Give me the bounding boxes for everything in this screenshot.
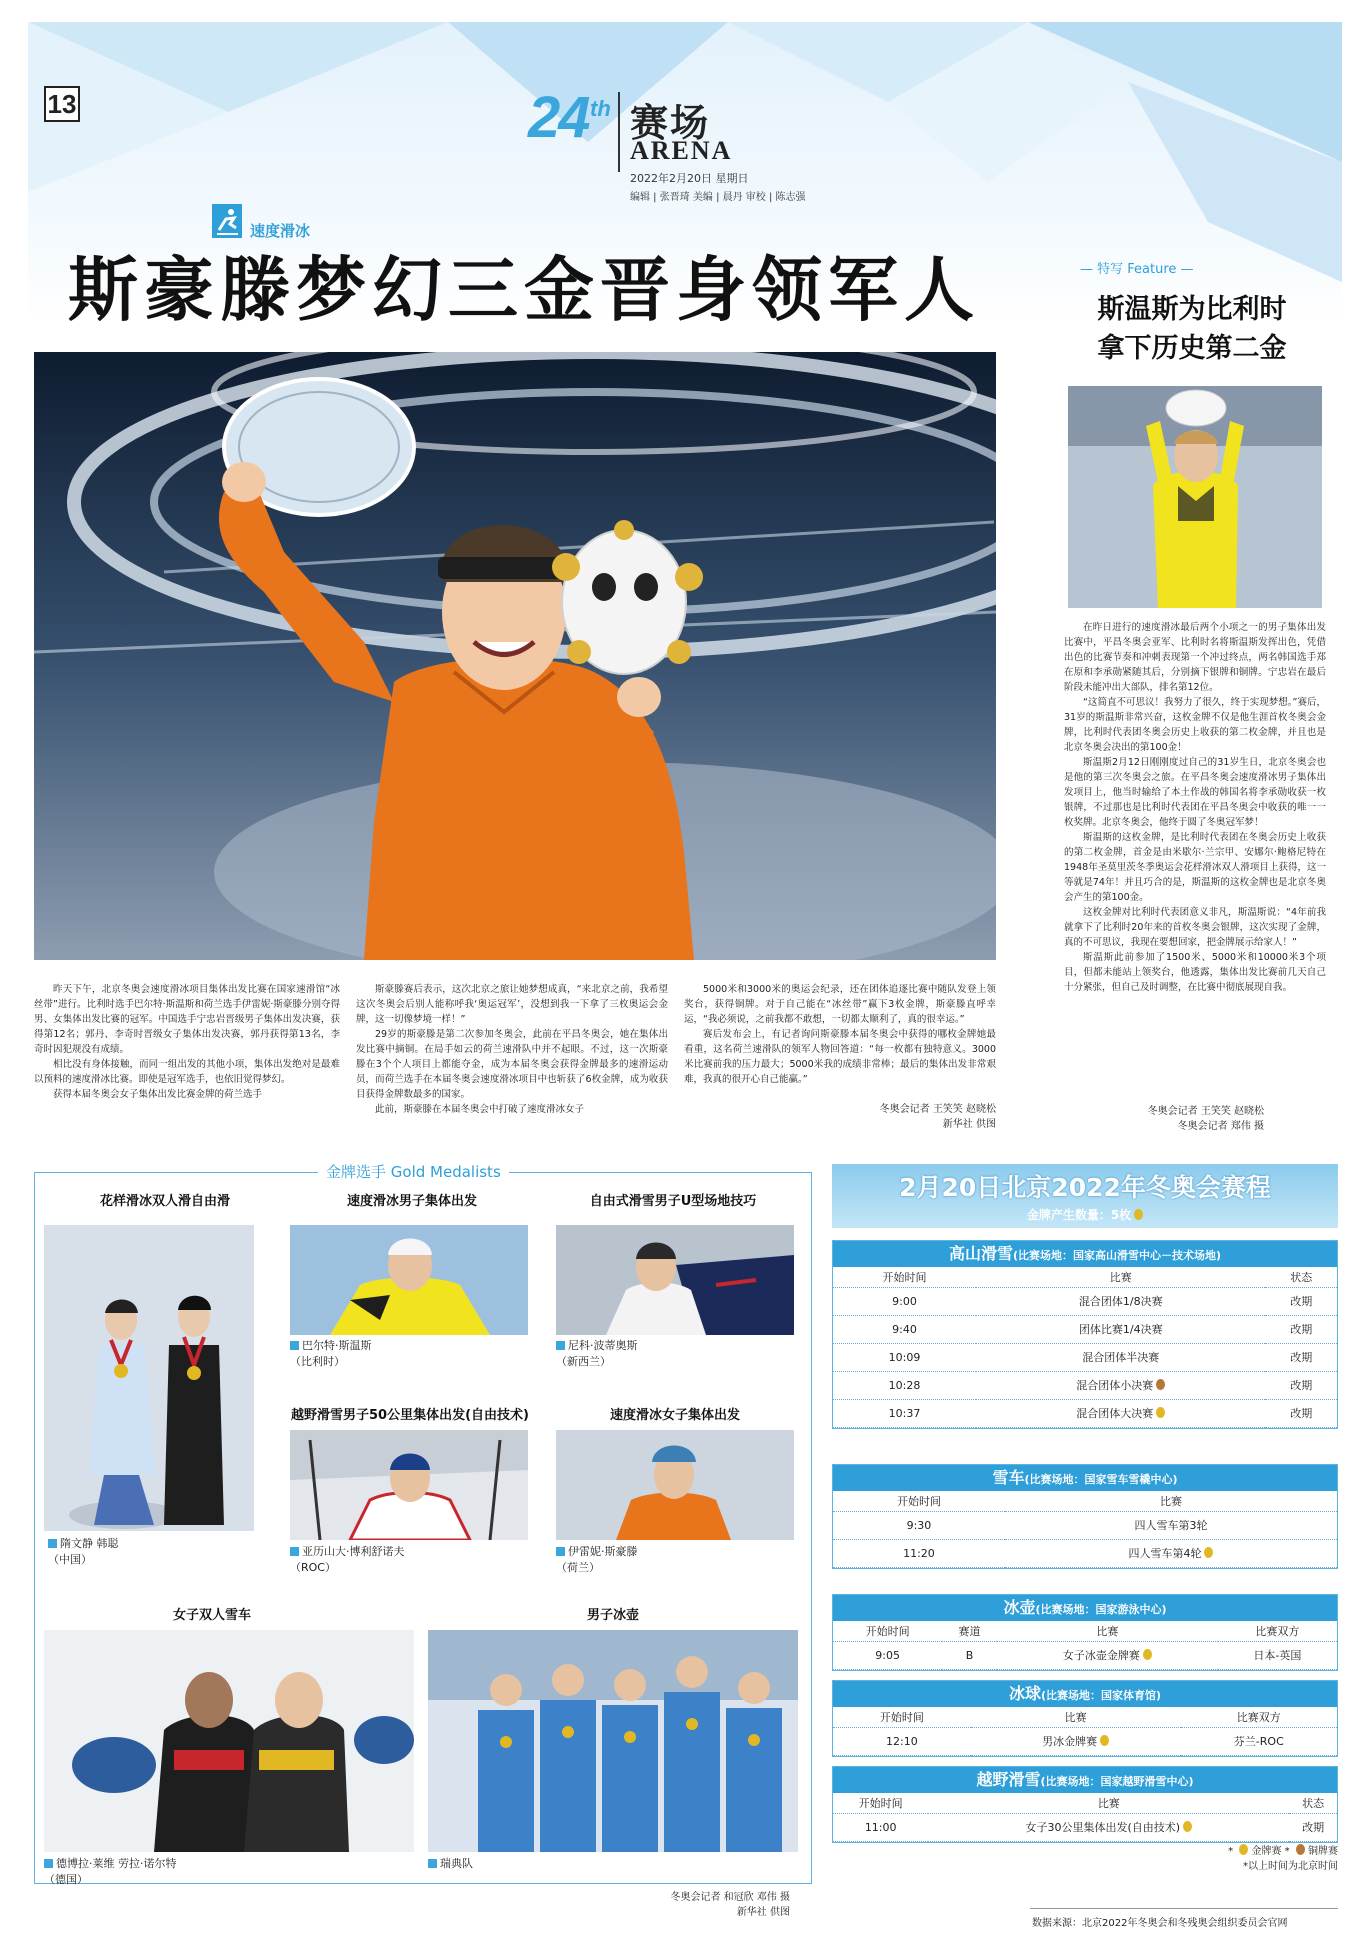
gold-medalists-title: 金牌选手 Gold Medalists (318, 1161, 509, 1182)
medalist-name: 隋文静 韩聪 （中国） (48, 1537, 119, 1566)
marker-square-icon (48, 1539, 57, 1548)
gold-medal-icon (1239, 1844, 1248, 1855)
marker-square-icon (556, 1341, 565, 1350)
schedule-table: 开始时间 赛道 比赛 比赛双方 9:05 B 女子冰壶金牌赛 日本-英国 (833, 1621, 1337, 1670)
event-title: 男子冰壶 (586, 1608, 639, 1623)
schedule-ice-hockey (832, 1680, 1338, 1757)
photo-bolshunov (290, 1430, 528, 1540)
schedule-bobsleigh (832, 1464, 1338, 1569)
brand-th: th (590, 96, 611, 121)
medalist-name: 亚历山大·博利舒诺夫 （ROC） (290, 1545, 405, 1574)
article-paragraph: 获得本届冬奥会女子集体出发比赛金牌的荷兰选手 (53, 1089, 263, 1100)
main-photo-schouten (34, 352, 996, 960)
article-paragraph: 29岁的斯豪滕是第二次参加冬奥会，此前在平昌冬奥会，她在集体出发比赛中摘铜。在局手如云的荷兰速滑队中并不起眼。不过，这一次斯豪滕在3个个人项目上都能夺金，成为本届冬奥会获得金牌最多的速滑运动员，而荷兰选手在本届冬奥会速度滑冰项目中也斩获了6枚金牌，成为收获目获得金牌数最多的国家。 (356, 1029, 668, 1100)
issue-date: 2022年2月20日 星期日 (630, 172, 749, 185)
event-title: 自由式滑雪男子U型场地技巧 (589, 1194, 757, 1209)
article-paragraph: 斯豪滕赛后表示，这次北京之旅让她梦想成真，“来北京之前，我希望这次冬奥会后别人能称呼我‘奥运冠军’，没想到我一下拿了三枚奥运会金牌，这一切像梦境一样！” (356, 984, 668, 1025)
table-row: 9:05 B 女子冰壶金牌赛 日本-英国 (833, 1641, 1337, 1669)
event-title: 越野滑雪男子50公里集体出发(自由技术) (291, 1408, 529, 1423)
schedule-table: 开始时间 比赛 9:30 四人雪车第3轮 11:20 四人雪车第4轮 (833, 1491, 1337, 1568)
gold-credit-agency: 新华社 供图 (736, 1907, 790, 1918)
article-col-1 (34, 982, 340, 1102)
photo-curling-sweden (428, 1630, 798, 1852)
feature-paragraph: 斯温斯2月12日刚刚度过自己的31岁生日，北京冬奥会也是他的第三次冬奥会之旅。在平昌冬奥会速度滑冰男子集体出发项目上，他当时输给了本土作战的韩国名将李承勋收获一枚银牌，不过那也是比利时代表团在平昌冬奥会中收获的唯一一枚奖牌。北京冬奥会，他终于圆了冬奥冠军梦！ (1064, 757, 1326, 828)
table-row: 10:28 混合团体小决赛 改期 (833, 1371, 1337, 1399)
gold-medal-icon (1183, 1821, 1192, 1832)
schedule-table: 开始时间 比赛 状态 11:00 女子30公里集体出发(自由技术) 改期 (833, 1793, 1337, 1842)
feature-title-line1: 斯温斯为比利时 (1097, 294, 1287, 325)
photo-porteous (556, 1225, 794, 1335)
marker-square-icon (290, 1341, 299, 1350)
article-credit (790, 1102, 996, 1132)
table-row: 11:00 女子30公里集体出发(自由技术) 改期 (833, 1813, 1337, 1841)
bronze-medal-icon (1156, 1379, 1165, 1390)
feature-paragraph: 在昨日进行的速度滑冰最后两个小项之一的男子集体出发比赛中，平昌冬奥会亚军、比利时名将斯温斯发挥出色，凭借出色的比赛节奏和冲刺表现第一个冲过终点，两名韩国选手郑在原和李承勋紧随其后，分别摘下银牌和铜牌。宁忠岩在最后阶段未能冲出大部队，排名第12位。 (1064, 622, 1326, 693)
section-title-en: ARENA (630, 136, 733, 165)
sport-header: 越野滑雪(比赛场地：国家越野滑雪中心) (833, 1767, 1337, 1793)
data-source: 数据来源：北京2022年冬奥会和冬残奥会组织委员会官网 (1032, 1918, 1288, 1929)
article-col-3 (684, 982, 996, 1087)
article-paragraph: 昨天下午，北京冬奥会速度滑冰项目集体出发比赛在国家速滑馆“冰丝带”进行。比利时选手巴尔特·斯温斯和荷兰选手伊雷妮·斯豪滕分别夺得男、女集体出发比赛的冠军。中国选手宁忠岩晋级男子集体出发决赛，获得第12名；郭丹、李奇时晋级女子集体出发决赛，郭丹获得第13名，李奇时因犯规没有成绩。 (34, 984, 340, 1055)
feature-photo-swings (1068, 386, 1322, 608)
feature-body (1064, 620, 1326, 995)
feature-credit-writers: 冬奥会记者 王笑笑 赵晓松 (1147, 1106, 1264, 1117)
time-note: *以上时间为北京时间 (1243, 1861, 1338, 1872)
event-title: 速度滑冰男子集体出发 (346, 1194, 477, 1209)
feature-title-line2: 拿下历史第二金 (1097, 333, 1287, 364)
schedule-curling (832, 1594, 1338, 1671)
table-row: 10:37 混合团体大决赛 改期 (833, 1399, 1337, 1427)
feature-paragraph: 斯温斯的这枚金牌，是比利时代表团在冬奥会历史上收获的第二枚金牌，首金是由米歇尔·兰宗甲、安娜尔·鲍格尼特在1948年圣莫里茨冬季奥运会花样滑冰双人滑项目上获得，这一等就是74年！并且巧合的是，斯温斯的这枚金牌也是北京冬奥会产生的第100金。 (1064, 832, 1326, 903)
medalist-name: 尼科·波蒂奥斯 （新西兰） (556, 1339, 638, 1368)
gold-medal-icon (1204, 1547, 1213, 1558)
bronze-medal-icon (1296, 1844, 1305, 1855)
sport-header: 冰壶(比赛场地：国家游泳中心) (833, 1595, 1337, 1621)
sport-header: 冰球(比赛场地：国家体育馆) (833, 1681, 1337, 1707)
feature-paragraph: “这简直不可思议！我努力了很久，终于实现梦想。”赛后，31岁的斯温斯非常兴奋，这枚金牌不仅是他生涯首枚冬奥会金牌，比利时代表团冬奥会历史上收获的第二枚金牌，并且也是北京冬奥会决出的第100金！ (1064, 697, 1326, 753)
table-row: 11:20 四人雪车第4轮 (833, 1539, 1337, 1567)
article-paragraph: 此前，斯豪滕在本届冬奥会中打破了速度滑冰女子 (375, 1104, 585, 1115)
table-row: 9:40 团体比赛1/4决赛 改期 (833, 1315, 1337, 1343)
medal-legend: * 金牌赛 * 铜牌赛 *以上时间为北京时间 (1150, 1842, 1338, 1872)
headline: 斯豪滕梦幻三金晋身领军人 (68, 249, 980, 331)
photo-schouten-small (556, 1430, 794, 1540)
schedule-subtitle: 金牌产生数量：5枚 (832, 1206, 1338, 1223)
category-label: 速度滑冰 (250, 222, 311, 240)
brand-24: 24 (528, 85, 589, 150)
feature-tag: — 特写 Feature — (1080, 262, 1194, 277)
feature-paragraph: 这枚金牌对比利时代表团意义非凡，斯温斯说：“4年前我就拿下了比利时20年来的首枚冬奥会银牌，这次实现了金牌，真的不可思议，我现在要想回家，把金牌展示给家人！” (1064, 907, 1326, 948)
photo-pairs-skating (44, 1225, 254, 1531)
gold-credit (560, 1890, 790, 1920)
gold-medal-icon (1156, 1407, 1165, 1418)
marker-square-icon (44, 1859, 53, 1868)
sport-header: 高山滑雪(比赛场地：国家高山滑雪中心－技术场地) (833, 1241, 1337, 1267)
table-row: 12:10 男冰金牌赛 芬兰-ROC (833, 1727, 1337, 1755)
feature-title (1052, 290, 1332, 368)
feature-credit (1064, 1104, 1264, 1134)
table-row: 9:30 四人雪车第3轮 (833, 1511, 1337, 1539)
article-paragraph: 赛后发布会上，有记者询问斯豪滕本届冬奥会中获得的哪枚金牌她最看重，这名荷兰速滑队的领军人物回答道：“每一枚都有独特意义。3000米比赛前我的压力最大；5000米我的成绩非常棒；最后的集体出发非常艰难，我真的很开心自己能赢。” (684, 1029, 996, 1085)
feature-credit-photo: 冬奥会记者 郑伟 摄 (1177, 1121, 1264, 1132)
speed-skating-icon (212, 204, 242, 238)
feature-paragraph: 斯温斯此前参加了1500米、5000米和10000米3个项目，但都未能站上领奖台，他透露，集体出发比赛前几天自己十分紧张，但自己及时调整，在比赛中彻底展现自我。 (1064, 952, 1326, 993)
page-number: 13 (44, 86, 80, 122)
schedule-alpine (832, 1240, 1338, 1429)
schedule-table: 开始时间 比赛 状态 9:00 混合团体1/8决赛 改期 9:40 团体比赛1/4决赛 改期 10:09 混合团体半决赛 改期 10:28 混合团体小决赛 改期 10:37 混合团体大决赛 改期 (833, 1267, 1337, 1428)
medalist-name: 巴尔特·斯温斯 （比利时） (290, 1339, 372, 1368)
article-credit-writers: 冬奥会记者 王笑笑 赵晓松 (879, 1104, 996, 1115)
medalist-name: 伊雷妮·斯豪滕 （荷兰） (556, 1545, 638, 1574)
article-paragraph: 5000米和3000米的奥运会纪录，还在团体追逐比赛中随队发登上领奖台，获得铜牌。对于自己能在“冰丝带”赢下3枚金牌，斯豪滕直呼幸运，“我必须说，之前我都不敢想，一切都太顺利了，真的很幸运。” (684, 984, 996, 1025)
article-credit-photo: 新华社 供图 (942, 1119, 996, 1130)
schedule-title: 2月20日北京2022年冬奥会赛程 (899, 1173, 1271, 1202)
event-title: 速度滑冰女子集体出发 (609, 1408, 740, 1423)
marker-square-icon (556, 1547, 565, 1556)
event-title: 花样滑冰双人滑自由滑 (99, 1194, 230, 1209)
divider (1030, 1908, 1338, 1909)
marker-square-icon (428, 1859, 437, 1868)
header-divider (618, 92, 620, 172)
photo-bobsleigh-women (44, 1630, 414, 1852)
medalist-name: 瑞典队 (428, 1856, 473, 1872)
gold-medal-icon (1100, 1735, 1109, 1746)
sport-header: 雪车(比赛场地：国家雪车雪橇中心) (833, 1465, 1337, 1491)
section-title-cn: 赛场 (630, 100, 711, 145)
article-paragraph: 相比没有身体接触，而同一组出发的其他小项，集体出发绝对是最难以预料的速度滑冰比赛。即使是冠军选手，也依旧觉得梦幻。 (34, 1059, 340, 1085)
gold-credit-photographers: 冬奥会记者 和冠欣 邓伟 摄 (670, 1892, 790, 1903)
table-row: 10:09 混合团体半决赛 改期 (833, 1343, 1337, 1371)
marker-square-icon (290, 1547, 299, 1556)
schedule-table: 开始时间 比赛 比赛双方 12:10 男冰金牌赛 芬兰-ROC (833, 1707, 1337, 1756)
medalist-name: 德博拉·莱维 劳拉·诺尔特 （德国） (44, 1857, 177, 1886)
event-title: 女子双人雪车 (172, 1608, 251, 1623)
gold-medal-icon (1134, 1209, 1143, 1220)
gold-medal-icon (1143, 1649, 1152, 1660)
table-row: 9:00 混合团体1/8决赛 改期 (833, 1287, 1337, 1315)
schedule-cross-country (832, 1766, 1338, 1843)
article-col-2 (356, 982, 668, 1117)
editor-credits: 编辑 | 张晋琦 美编 | 晨丹 审校 | 陈志强 (630, 192, 806, 203)
photo-swings (290, 1225, 528, 1335)
